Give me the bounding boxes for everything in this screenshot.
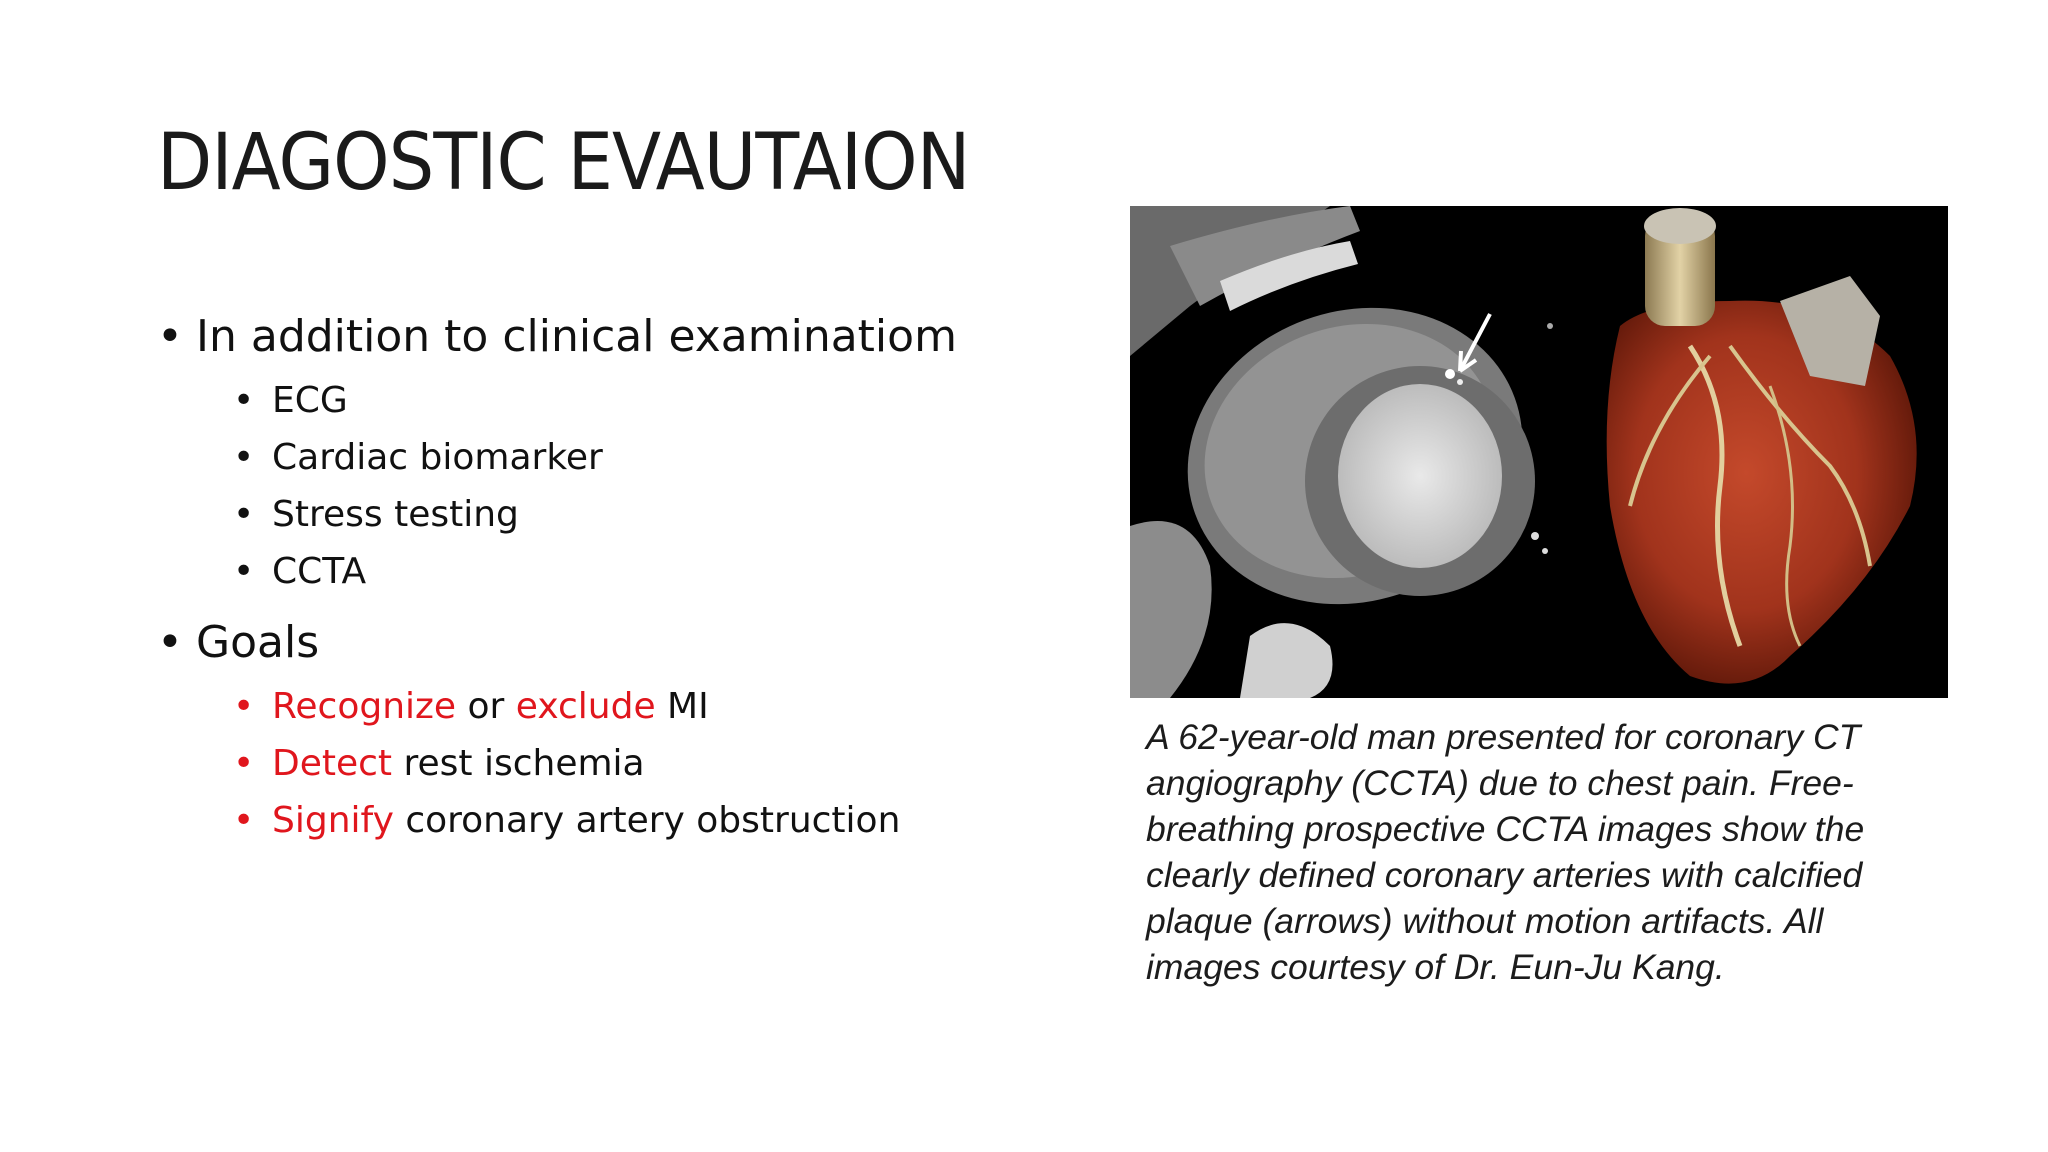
goal-text: rest ischemia <box>392 743 645 784</box>
sub-bullet-dot: • <box>233 743 255 784</box>
slide-title: DIAGOSTIC EVAUTAION <box>157 118 970 208</box>
sub-bullet-cardiac-biomarker <box>157 429 1057 486</box>
sub-bullet-text: CCTA <box>272 551 367 592</box>
sub-bullet-dot: • <box>233 551 255 592</box>
goal-text: coronary artery obstruction <box>393 800 901 841</box>
bullet-goals <box>157 614 1057 672</box>
sub-bullet-text: Cardiac biomarker <box>272 437 603 478</box>
sub-bullet-dot: • <box>233 686 255 727</box>
caption-line: A 62-year-old man presented for coronary CT <box>1146 717 1861 757</box>
goal-keyword: exclude <box>515 686 656 727</box>
goal-text: MI <box>655 686 709 727</box>
bullet-text: In addition to clinical examinatiom <box>196 311 957 362</box>
bullet-list <box>157 308 1057 849</box>
ccta-illustration <box>1130 206 1948 698</box>
caption-line: images courtesy of Dr. Eun-Ju Kang. <box>1146 947 1725 987</box>
figure-caption <box>1146 714 1946 990</box>
goal-keyword: Recognize <box>272 686 457 727</box>
ccta-image <box>1130 206 1948 698</box>
sub-bullet-dot: • <box>233 494 255 535</box>
caption-line: angiography (CCTA) due to chest pain. Free- <box>1146 763 1854 803</box>
goal-signify-obstruction <box>157 792 1057 849</box>
goal-text: or <box>456 686 516 727</box>
sub-bullet-dot: • <box>233 437 255 478</box>
sub-bullet-ecg <box>157 372 1057 429</box>
bullet-dot: • <box>157 311 183 362</box>
goal-detect-ischemia <box>157 735 1057 792</box>
sub-bullet-stress-testing <box>157 486 1057 543</box>
sub-bullet-dot: • <box>233 380 255 421</box>
bullet-clinical-exam <box>157 308 1057 366</box>
caption-line: breathing prospective CCTA images show the <box>1146 809 1865 849</box>
sub-bullet-dot: • <box>233 800 255 841</box>
bullet-text: Goals <box>196 617 320 668</box>
goal-keyword: Signify <box>272 800 394 841</box>
caption-line: clearly defined coronary arteries with calcified <box>1146 855 1863 895</box>
caption-line: plaque (arrows) without motion artifacts. All <box>1146 901 1824 941</box>
sub-bullet-text: Stress testing <box>272 494 519 535</box>
goal-recognize-exclude <box>157 678 1057 735</box>
bullet-dot: • <box>157 617 183 668</box>
sub-bullet-text: ECG <box>272 380 348 421</box>
sub-bullet-ccta <box>157 543 1057 600</box>
goal-keyword: Detect <box>272 743 393 784</box>
